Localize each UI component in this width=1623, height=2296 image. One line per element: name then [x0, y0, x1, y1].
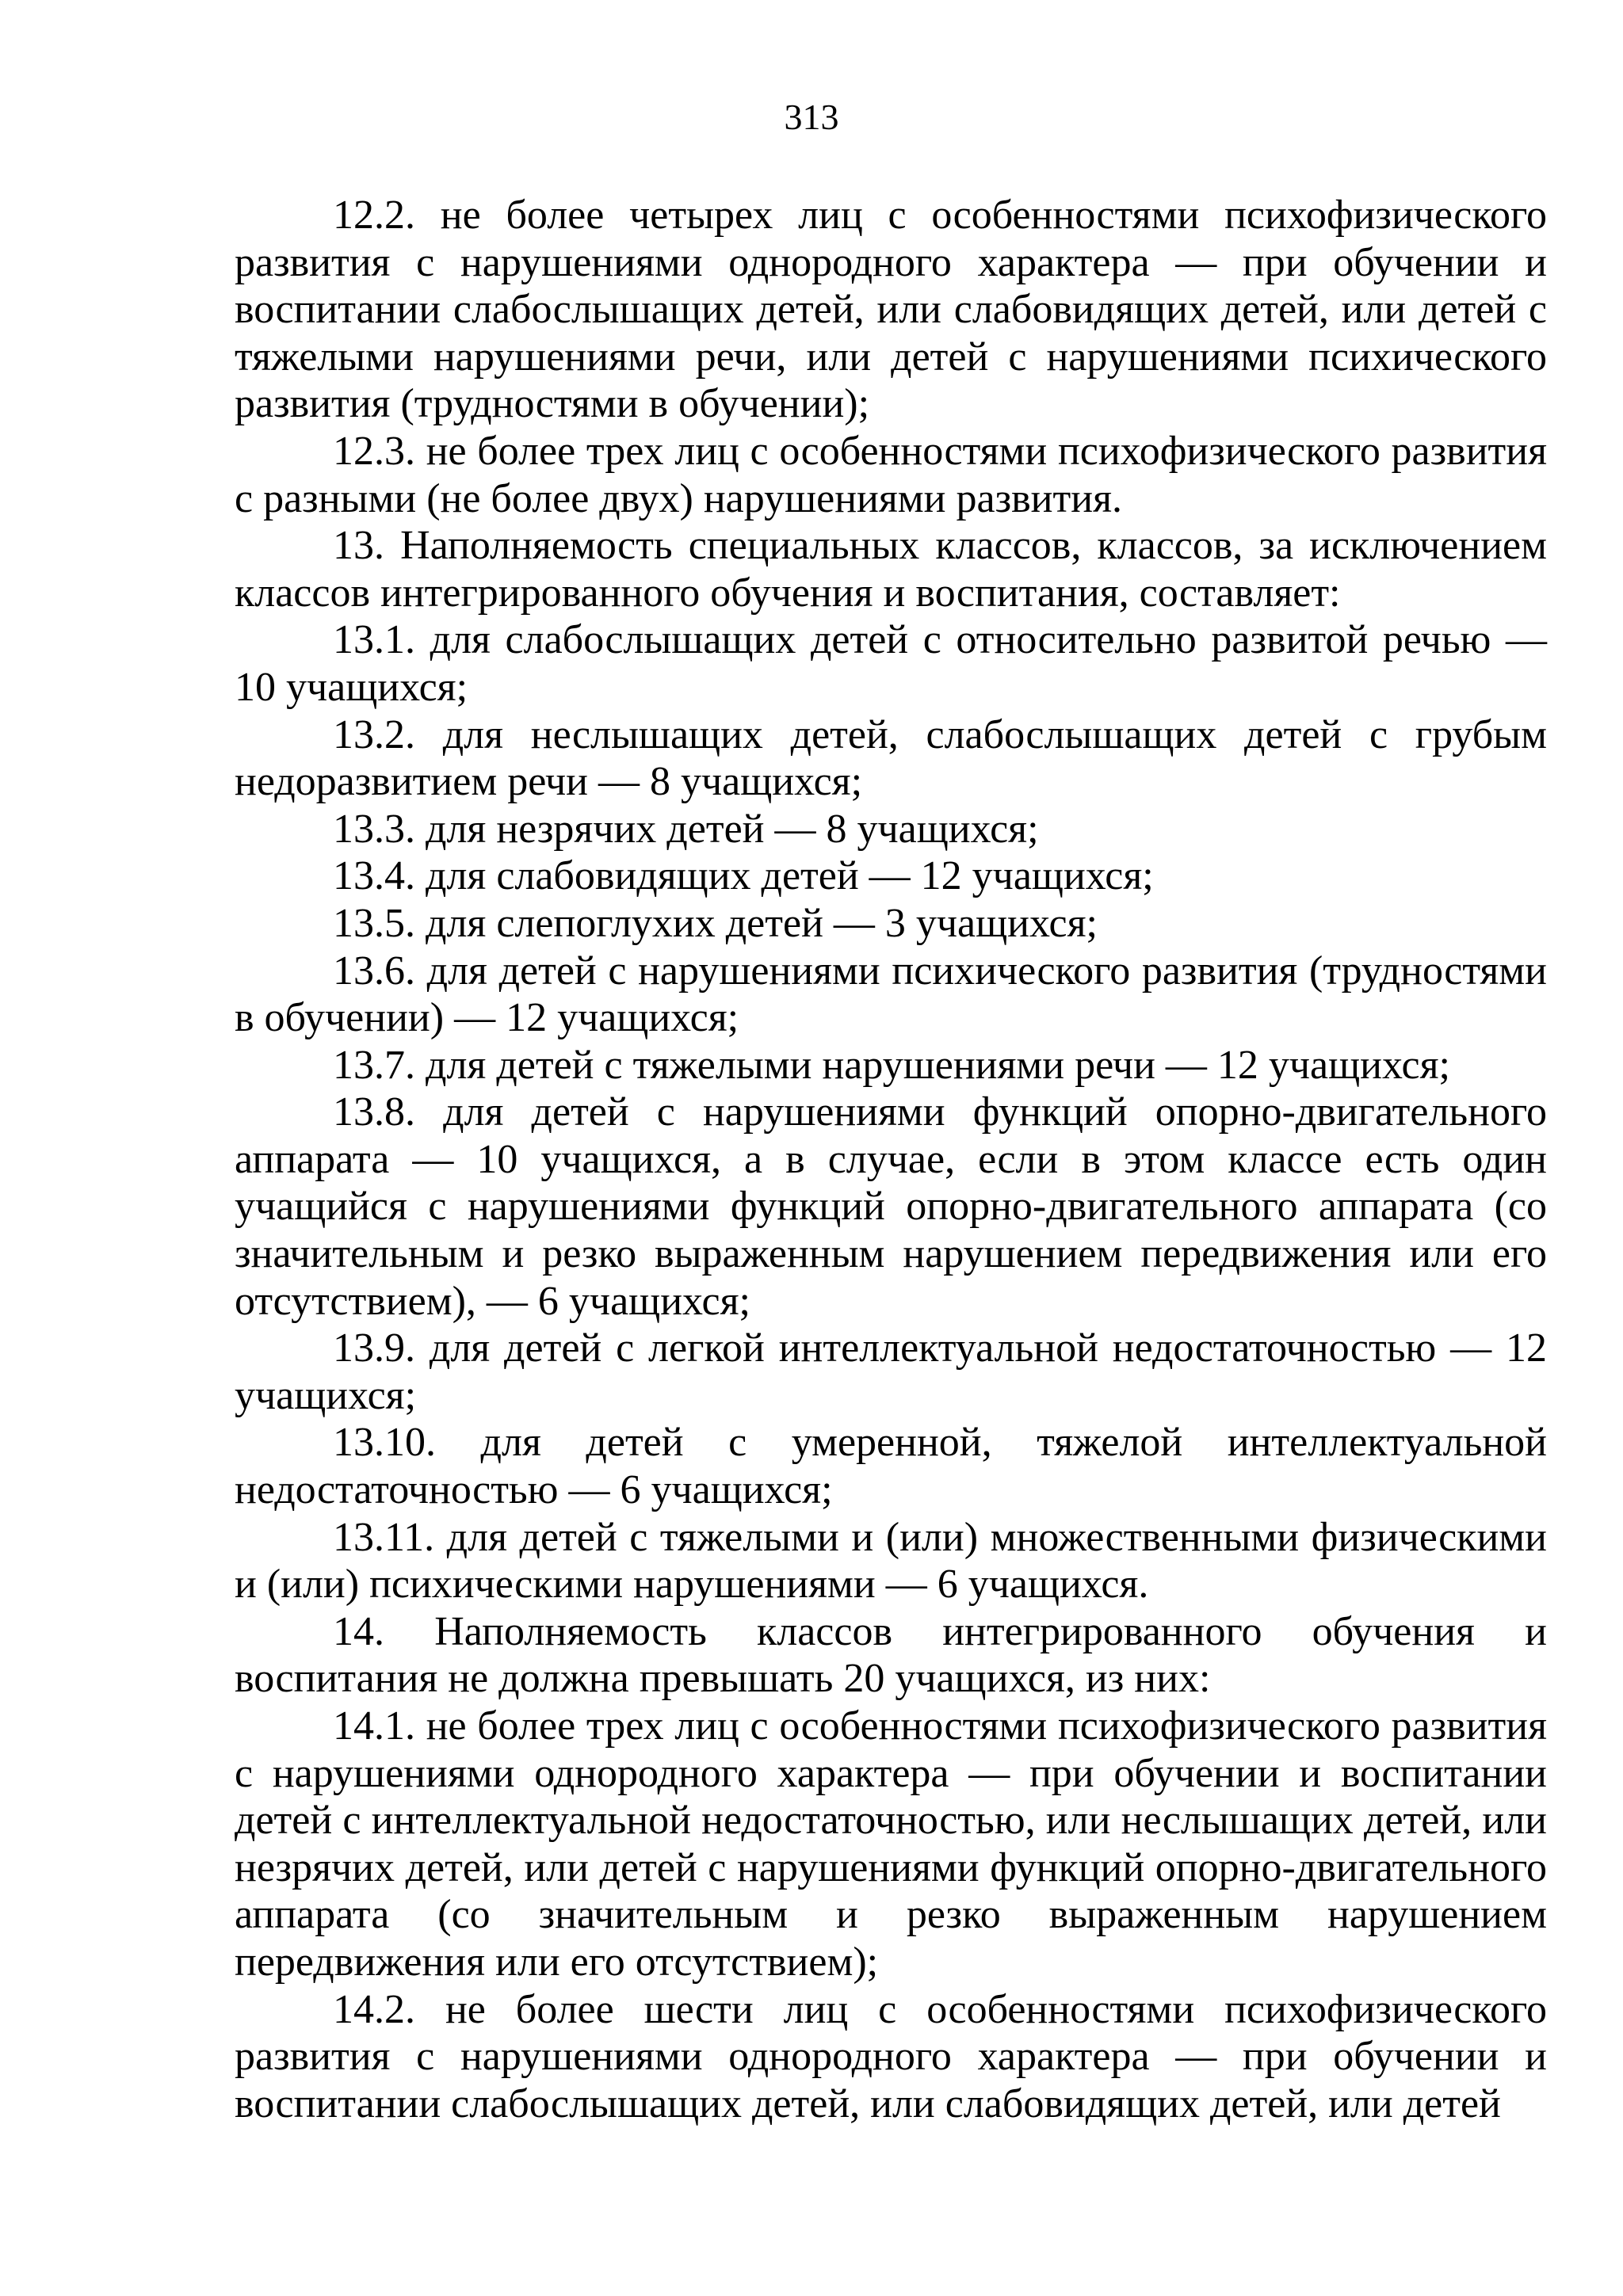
paragraph-14-1	[235, 1703, 1547, 1986]
paragraph-text: для незрячих детей — 8 учащихся;	[426, 806, 1039, 852]
paragraph-text: для слабослышащих детей с относительно развитой речью — 10 учащихся;	[235, 617, 1547, 710]
paragraph-14-2	[235, 1986, 1547, 2128]
paragraph-number: 14.	[333, 1608, 384, 1654]
paragraph-number: 13.4.	[333, 853, 415, 899]
paragraph-text: для детей с умеренной, тяжелой интеллектуальной недостаточностью — 6 учащихся;	[235, 1420, 1547, 1513]
paragraph-text: для слепоглухих детей — 3 учащихся;	[426, 900, 1098, 946]
paragraph-number: 12.3.	[333, 428, 415, 474]
paragraph-number: 14.1.	[333, 1703, 415, 1749]
paragraph-13-9	[235, 1325, 1547, 1419]
paragraph-number: 14.2.	[333, 1986, 415, 2032]
paragraph-13-3	[235, 806, 1547, 853]
paragraph-13-2	[235, 711, 1547, 806]
paragraph-number: 13.11.	[333, 1514, 435, 1560]
paragraph-text: не более трех лиц с особенностями психофизического развития с разными (не более двух) нарушениями развития.	[235, 428, 1548, 521]
paragraph-13-5	[235, 900, 1547, 948]
paragraph-13	[235, 522, 1547, 616]
paragraph-text: для неслышащих детей, слабослышащих детей с грубым недоразвитием речи — 8 учащихся;	[235, 711, 1547, 805]
paragraph-13-11	[235, 1514, 1547, 1608]
document-body	[235, 192, 1547, 2127]
page-number: 313	[784, 97, 839, 137]
paragraph-number: 13.5.	[333, 900, 415, 946]
paragraph-number: 12.2.	[333, 193, 415, 238]
paragraph-text: для детей с легкой интеллектуальной недостаточностью — 12 учащихся;	[235, 1325, 1547, 1418]
paragraph-number: 13.	[333, 523, 384, 569]
paragraph-text: для слабовидящих детей — 12 учащихся;	[426, 853, 1154, 899]
paragraph-number: 13.2.	[333, 711, 415, 757]
paragraph-text: для детей с нарушениями функций опорно-двигательного аппарата — 10 учащихся, а в случае, если в этом классе есть один учащийся с нарушениями функций опорно-двигательного аппарата (со значительным и резко выраженным нарушением передвижения или его отсутствием), — 6 учащихся;	[235, 1089, 1548, 1324]
paragraph-13-8	[235, 1089, 1547, 1325]
paragraph-text: Наполняемость специальных классов, классов, за исключением классов интегрированного обучения и воспитания, составляет:	[235, 523, 1548, 616]
paragraph-number: 13.1.	[333, 617, 415, 663]
paragraph-12-2	[235, 192, 1547, 428]
paragraph-text: для детей с нарушениями психического развития (трудностями в обучении) — 12 учащихся;	[235, 948, 1548, 1041]
paragraph-12-3	[235, 428, 1547, 522]
paragraph-text: не более четырех лиц с особенностями психофизического развития с нарушениями однородного характера — при обучении и воспитании слабослышащих детей, или слабовидящих детей, или детей с тяжелыми нарушениями речи, или детей с нарушениями психического развития (трудностями в обучении);	[235, 193, 1548, 427]
paragraph-number: 13.6.	[333, 948, 415, 994]
paragraph-text: Наполняемость классов интегрированного обучения и воспитания не должна превышать 20 учащихся, из них:	[235, 1608, 1548, 1702]
paragraph-13-1	[235, 616, 1547, 711]
paragraph-13-10	[235, 1419, 1547, 1513]
paragraph-number: 13.8.	[333, 1089, 415, 1135]
paragraph-number: 13.9.	[333, 1325, 415, 1371]
paragraph-13-7	[235, 1042, 1547, 1089]
paragraph-text: не более трех лиц с особенностями психофизического развития с нарушениями однородного характера — при обучении и воспитании детей с интеллектуальной недостаточностью, или неслышащих детей, или незрячих детей, или детей с нарушениями функций опорно-двигательного аппарата (со значительным и резко выраженным нарушением передвижения или его отсутствием);	[235, 1703, 1548, 1985]
paragraph-number: 13.3.	[333, 806, 415, 852]
paragraph-text: для детей с тяжелыми и (или) множественными физическими и (или) психическими нарушениями — 6 учащихся.	[235, 1514, 1548, 1608]
paragraph-text: для детей с тяжелыми нарушениями речи — 12 учащихся;	[426, 1042, 1450, 1088]
paragraph-number: 13.7.	[333, 1042, 415, 1088]
paragraph-13-4	[235, 852, 1547, 900]
paragraph-number: 13.10.	[333, 1420, 436, 1466]
paragraph-14	[235, 1608, 1547, 1703]
paragraph-text: не более шести лиц с особенностями психофизического развития с нарушениями однородного характера — при обучении и воспитании слабослышащих детей, или слабовидящих детей, или детей	[235, 1986, 1548, 2126]
paragraph-13-6	[235, 948, 1547, 1042]
